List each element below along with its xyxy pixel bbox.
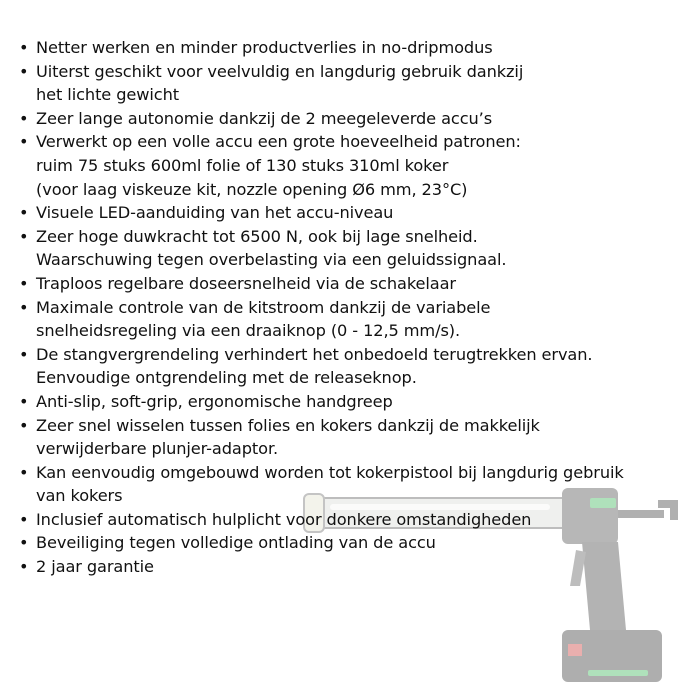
feature-item: [18, 60, 624, 107]
feature-text-line: van kokers: [36, 486, 123, 506]
feature-text-line: het lichte gewicht: [36, 85, 179, 105]
feature-text-line: Visuele LED-aanduiding van het accu-niveau: [36, 203, 394, 223]
bullet-icon: •: [19, 462, 29, 482]
feature-text-line: verwijderbare plunjer-adaptor.: [36, 439, 279, 459]
bullet-icon: •: [19, 61, 29, 81]
feature-text-line: Inclusief automatisch hulplicht voor donkere omstandigheden: [36, 509, 532, 529]
feature-text-line: Kan eenvoudig omgebouwd worden tot kokerpistool bij langdurig gebruik: [36, 462, 624, 482]
feature-text-line: Beveiliging tegen volledige ontlading van de accu: [36, 533, 436, 553]
feature-item: [18, 555, 624, 579]
feature-item: [18, 414, 624, 461]
bullet-icon: •: [19, 415, 29, 435]
feature-text-line: Zeer snel wisselen tussen folies en kokers dankzij de makkelijk: [36, 415, 540, 435]
bullet-icon: •: [19, 344, 29, 364]
feature-item: [18, 296, 624, 343]
bullet-icon: •: [19, 533, 29, 553]
feature-text-line: ruim 75 stuks 600ml folie of 130 stuks 310ml koker: [36, 155, 449, 175]
feature-text-line: 2 jaar garantie: [36, 557, 154, 577]
bullet-icon: •: [19, 203, 29, 223]
feature-text-line: Netter werken en minder productverlies in no-dripmodus: [36, 38, 493, 57]
feature-text-line: Anti-slip, soft-grip, ergonomische handgreep: [36, 391, 393, 411]
bullet-icon: •: [19, 108, 29, 128]
feature-item: [18, 107, 624, 131]
feature-text-line: snelheidsregeling via een draaiknop (0 - 12,5 mm/s).: [36, 321, 461, 341]
feature-text-line: (voor laag viskeuze kit, nozzle opening Ø6 mm, 23°C): [36, 179, 468, 199]
feature-item: [18, 531, 624, 555]
bullet-icon: •: [19, 297, 29, 317]
feature-text-line: Waarschuwing tegen overbelasting via een geluidssignaal.: [36, 250, 507, 270]
feature-item: [18, 201, 624, 225]
feature-item: [18, 36, 624, 60]
feature-text-line: Uiterst geschikt voor veelvuldig en langdurig gebruik dankzij: [36, 61, 524, 81]
feature-text-line: De stangvergrendeling verhindert het onbedoeld terugtrekken ervan.: [36, 344, 593, 364]
feature-text-line: Maximale controle van de kitstroom dankzij de variabele: [36, 297, 491, 317]
feature-item: [18, 343, 624, 390]
feature-item: [18, 461, 624, 508]
feature-text-line: Verwerkt op een volle accu een grote hoeveelheid patronen:: [36, 132, 521, 152]
feature-item: [18, 130, 624, 201]
bullet-icon: •: [19, 509, 29, 529]
bullet-icon: •: [19, 38, 29, 57]
feature-item: [18, 508, 624, 532]
bullet-icon: •: [19, 132, 29, 152]
feature-text-line: Traploos regelbare doseersnelheid via de schakelaar: [36, 273, 456, 293]
bullet-icon: •: [19, 557, 29, 577]
feature-text-line: Eenvoudige ontgrendeling met de releaseknop.: [36, 368, 417, 388]
feature-item: [18, 272, 624, 296]
feature-item: [18, 225, 624, 272]
feature-text-line: Zeer hoge duwkracht tot 6500 N, ook bij lage snelheid.: [36, 226, 478, 246]
bullet-icon: •: [19, 273, 29, 293]
bullet-icon: •: [19, 391, 29, 411]
feature-text-line: Zeer lange autonomie dankzij de 2 meegeleverde accu’s: [36, 108, 493, 128]
feature-list: [18, 36, 624, 579]
bullet-icon: •: [19, 226, 29, 246]
feature-item: [18, 390, 624, 414]
